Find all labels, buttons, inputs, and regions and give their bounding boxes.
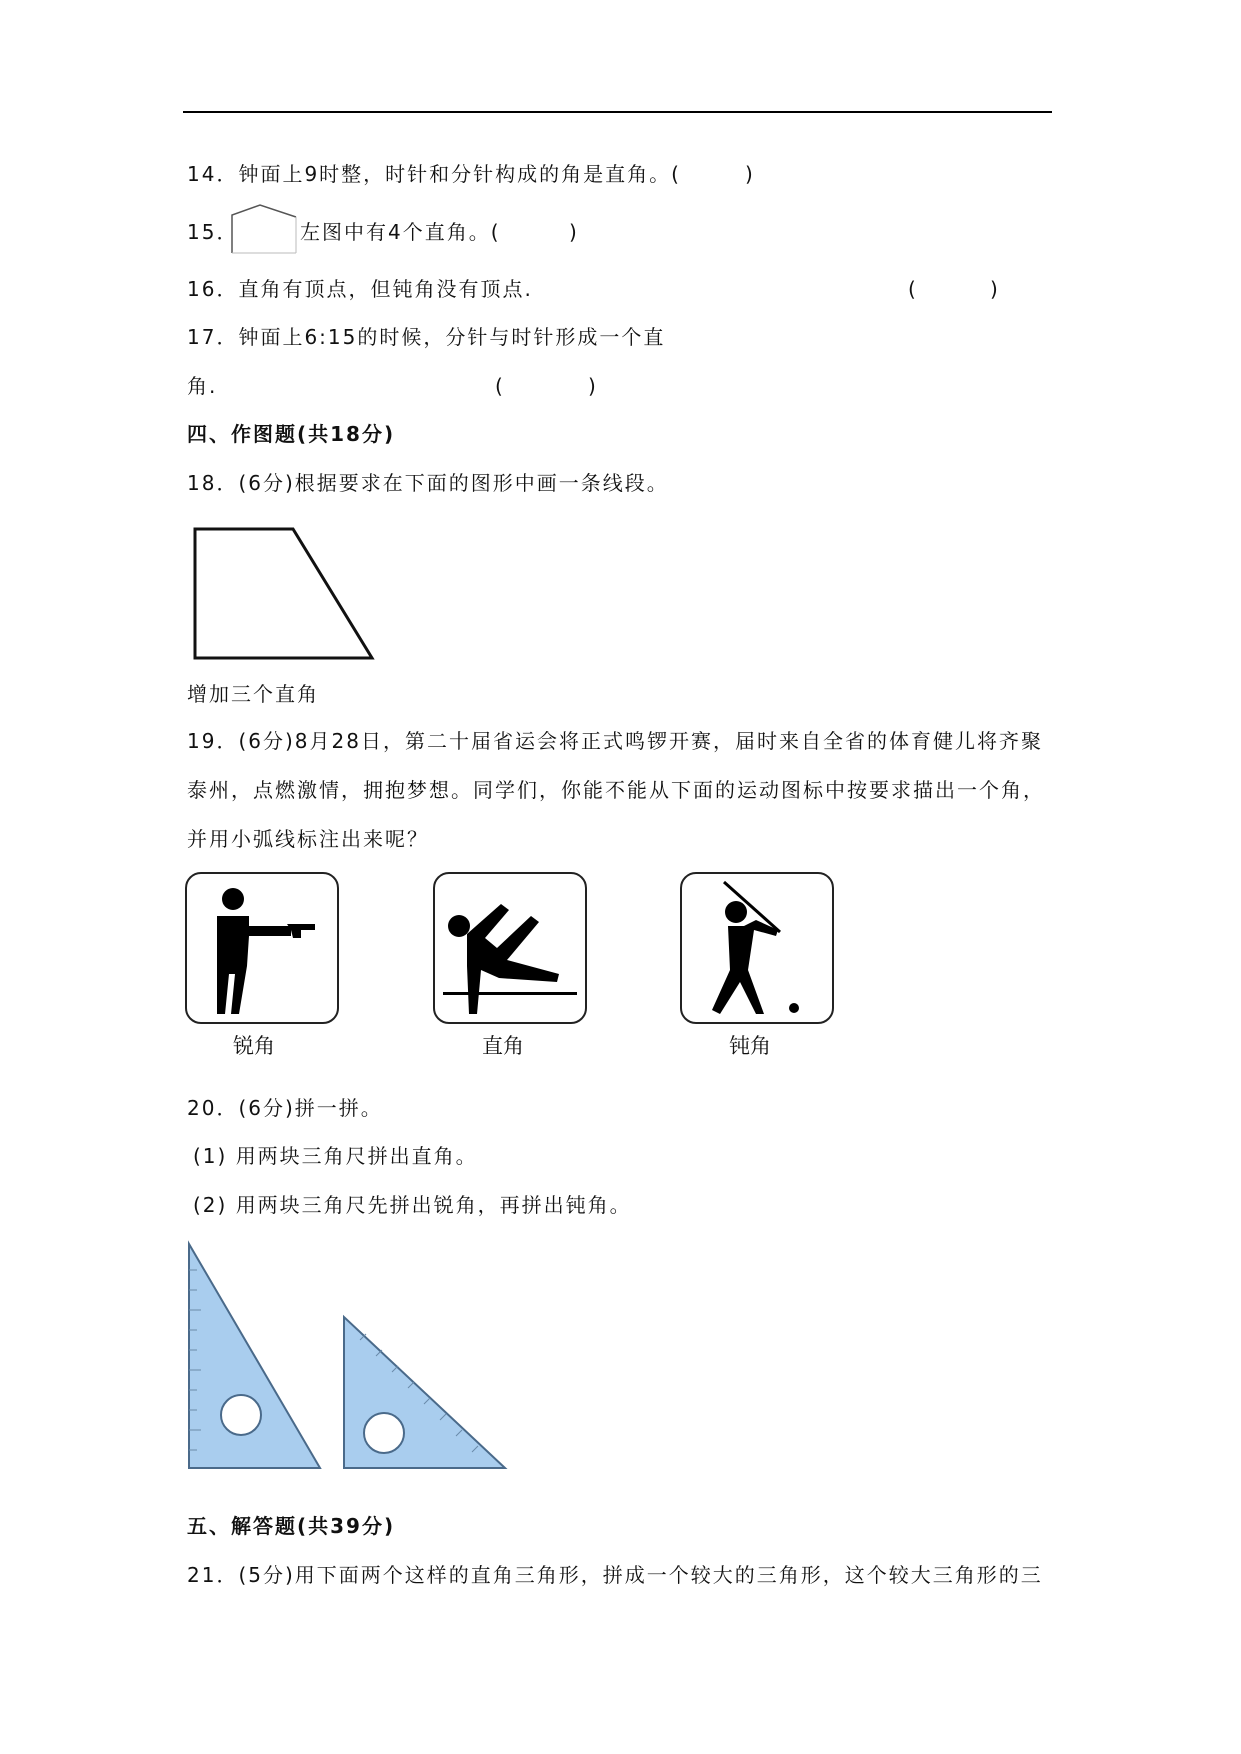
question-text: (6分)8月28日，第二十届省运会将正式鸣锣开赛，届时来自全省的体育健儿将齐聚 bbox=[238, 729, 1043, 753]
small-set-square bbox=[344, 1317, 505, 1468]
answer-close-paren: ) bbox=[588, 374, 598, 398]
obtuse-angle-label: 钝角 bbox=[729, 1034, 771, 1058]
question-number: 14． bbox=[187, 162, 239, 186]
question-text: 钟面上9时整，时针和分针构成的角是直角。( bbox=[238, 162, 681, 186]
question-15-number: 15． bbox=[187, 220, 239, 244]
question-number: 16． bbox=[187, 277, 239, 301]
question-text: 钟面上6:15的时候，分针与时针形成一个直 bbox=[238, 325, 666, 349]
question-number: 20． bbox=[187, 1096, 239, 1120]
question-number: 19． bbox=[187, 729, 239, 753]
shooting-icon bbox=[185, 872, 339, 1024]
figure-caption: 增加三个直角 bbox=[187, 682, 319, 706]
section-title: 四、作图题(共18分) bbox=[187, 422, 396, 446]
question-20-part1: (1) 用两块三角尺拼出直角。 bbox=[193, 1144, 478, 1168]
answer-close-paren: ) bbox=[745, 162, 755, 186]
question-text: 直角有顶点，但钝角没有顶点. bbox=[238, 277, 533, 301]
answer-open-paren: ( bbox=[908, 277, 918, 301]
falling-athlete-icon bbox=[433, 872, 587, 1024]
question-19 bbox=[187, 728, 1043, 754]
question-17-line2: 角. bbox=[187, 374, 218, 398]
question-20 bbox=[187, 1095, 383, 1121]
answer-close-paren: ) bbox=[990, 277, 1000, 301]
question-19-line3: 并用小弧线标注出来呢？ bbox=[187, 827, 429, 851]
section-title: 五、解答题(共39分) bbox=[187, 1514, 396, 1538]
question-14 bbox=[187, 161, 681, 187]
answer-close-paren: ) bbox=[569, 220, 579, 244]
question-17 bbox=[187, 324, 665, 350]
question-20-part2: (2) 用两块三角尺先拼出锐角，再拼出钝角。 bbox=[193, 1193, 632, 1217]
set-squares-figure bbox=[185, 1240, 515, 1480]
right-angle-label: 直角 bbox=[482, 1034, 524, 1058]
question-number: 18． bbox=[187, 471, 239, 495]
acute-angle-label: 锐角 bbox=[233, 1034, 275, 1058]
question-number: 17． bbox=[187, 325, 239, 349]
question-15-text: 左图中有4个直角。( bbox=[300, 220, 501, 244]
question-19-line2: 泰州，点燃激情，拥抱梦想。同学们，你能不能从下面的运动图标中按要求描出一个角， bbox=[187, 778, 1045, 802]
trapezoid-figure bbox=[190, 526, 380, 664]
question-text: (5分)用下面两个这样的直角三角形，拼成一个较大的三角形，这个较大三角形的三 bbox=[238, 1563, 1043, 1587]
golf-icon bbox=[680, 872, 834, 1024]
pentagon-figure bbox=[230, 203, 302, 255]
header-rule bbox=[183, 111, 1052, 113]
answer-open-paren: ( bbox=[495, 374, 505, 398]
question-text: (6分)根据要求在下面的图形中画一条线段。 bbox=[238, 471, 669, 495]
question-16 bbox=[187, 276, 533, 302]
question-21 bbox=[187, 1562, 1043, 1588]
question-number: 21． bbox=[187, 1563, 239, 1587]
question-text: (6分)拼一拼。 bbox=[238, 1096, 383, 1120]
question-18 bbox=[187, 470, 669, 496]
large-set-square bbox=[189, 1244, 320, 1468]
